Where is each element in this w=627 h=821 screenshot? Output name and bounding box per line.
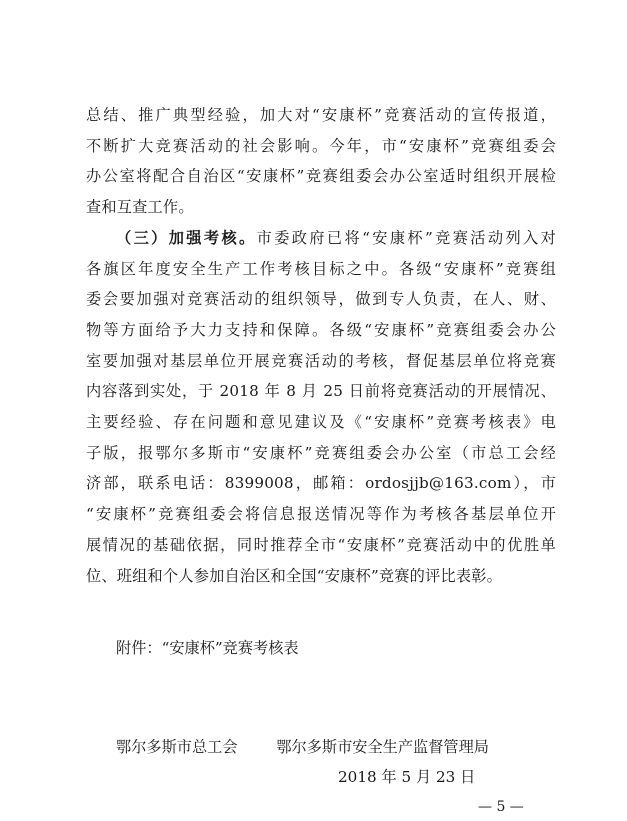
paragraph2-line: 室要加强对基层单位开展竞赛活动的考核，督促基层单位将竞赛 [86, 351, 556, 370]
signers [116, 732, 489, 762]
paragraph2-line: “安康杯”竞赛组委会将信息报送情况等作为考核各基层单位开 [86, 505, 556, 524]
paragraph2-line: 委会要加强对竞赛活动的组织领导，做到专人负责，在人、财、 [86, 290, 556, 309]
section-heading: （三）加强考核。 [116, 228, 257, 247]
issue-date: 2018 年 5 月 23 日 [338, 768, 476, 786]
paragraph2-first-line [86, 223, 556, 254]
paragraph2-line: 内容落到实处，于 2018 年 8 月 25 日前将竞赛活动的开展情况、 [86, 382, 556, 401]
paragraph2-line: 济部，联系电话：8399008，邮箱：ordosjjb@163.com），市 [86, 474, 556, 493]
paragraph2-line: 各旗区年度安全生产工作考核目标之中。各级“安康杯”竞赛组 [86, 259, 556, 278]
paragraph2-first-line-text: 市委政府已将“安康杯”竞赛活动列入对 [256, 228, 556, 247]
paragraph2-line: 主要经验、存在问题和意见建议及《“安康杯”竞赛考核表》电 [86, 413, 556, 432]
paragraph2-line: 位、班组和个人参加自治区和全国“安康杯”竞赛的评比表彰。 [86, 566, 503, 585]
paragraph1-line: 办公室将配合自治区“安康杯”竞赛组委会办公室适时组织开展检 [86, 167, 556, 186]
signer-org-trade-union: 鄂尔多斯市总工会 [116, 738, 238, 756]
paragraph2-line: 物等方面给予大力支持和保障。各级“安康杯”竞赛组委会办公 [86, 320, 556, 339]
body-text [86, 100, 556, 591]
attachment-note: 附件：“安康杯”竞赛考核表 [116, 639, 299, 657]
paragraph1-line: 查和互查工作。 [86, 198, 194, 217]
paragraph1-line: 总结、推广典型经验，加大对“安康杯”竞赛活动的宣传报道， [86, 106, 556, 124]
paragraph2-line: 子版，报鄂尔多斯市“安康杯”竞赛组委会办公室（市总工会经 [86, 443, 556, 462]
paragraph1-line: 不断扩大竞赛活动的社会影响。今年，市“安康杯”竞赛组委会 [86, 136, 556, 155]
paragraph2-line: 展情况的基础依据，同时推荐全市“安康杯”竞赛活动中的优胜单 [86, 535, 556, 554]
page-number: — 5 — [478, 799, 524, 815]
signer-org-safety-bureau: 鄂尔多斯市安全生产监督管理局 [276, 738, 489, 756]
